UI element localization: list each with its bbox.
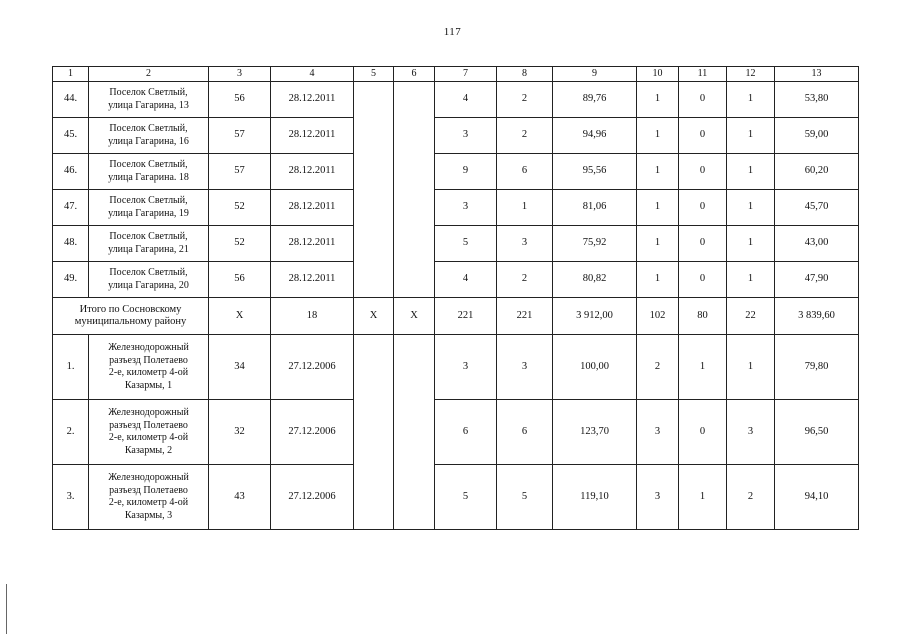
address-line: Железнодорожный	[108, 342, 189, 353]
cell-col-7: 4	[435, 82, 497, 118]
cell-col-3: 52	[209, 226, 271, 262]
total-col-12: 22	[727, 298, 775, 335]
address-cell	[89, 262, 209, 298]
cell-col-13: 53,80	[775, 82, 859, 118]
merged-empty-col-5	[354, 335, 394, 530]
page-number: 117	[443, 26, 462, 38]
column-number-9: 9	[553, 67, 637, 82]
cell-col-9: 100,00	[553, 335, 637, 400]
address-cell	[89, 190, 209, 226]
cell-col-12: 1	[727, 190, 775, 226]
row-number: 45.	[53, 118, 89, 154]
address-line: улица Гагарина. 18	[108, 171, 189, 183]
total-col-6: X	[394, 298, 435, 335]
total-col-10: 102	[637, 298, 679, 335]
cell-col-8: 5	[497, 465, 553, 530]
table-row	[53, 335, 859, 400]
cell-col-13: 59,00	[775, 118, 859, 154]
cell-col-9: 89,76	[553, 82, 637, 118]
cell-col-12: 2	[727, 465, 775, 530]
total-label-line: Итого по Сосновскому	[79, 303, 182, 315]
row-number: 49.	[53, 262, 89, 298]
cell-col-4: 28.12.2011	[271, 262, 354, 298]
address-line: Железнодорожный	[108, 472, 189, 483]
cell-col-13: 79,80	[775, 335, 859, 400]
cell-col-7: 3	[435, 190, 497, 226]
cell-col-10: 2	[637, 335, 679, 400]
total-col-4: 18	[271, 298, 354, 335]
address-cell	[89, 82, 209, 118]
cell-col-8: 2	[497, 118, 553, 154]
cell-col-8: 2	[497, 262, 553, 298]
column-number-4: 4	[271, 67, 354, 82]
cell-col-10: 1	[637, 154, 679, 190]
column-number-6: 6	[394, 67, 435, 82]
column-number-10: 10	[637, 67, 679, 82]
cell-col-9: 81,06	[553, 190, 637, 226]
cell-col-10: 3	[637, 465, 679, 530]
cell-col-10: 1	[637, 118, 679, 154]
row-number: 2.	[53, 400, 89, 465]
cell-col-11: 0	[679, 262, 727, 298]
cell-col-13: 96,50	[775, 400, 859, 465]
row-number: 1.	[53, 335, 89, 400]
total-col-9: 3 912,00	[553, 298, 637, 335]
cell-col-12: 1	[727, 154, 775, 190]
cell-col-13: 94,10	[775, 465, 859, 530]
table-row	[53, 262, 859, 298]
address-cell	[89, 226, 209, 262]
address-line: Поселок Светлый,	[109, 195, 188, 206]
cell-col-3: 32	[209, 400, 271, 465]
cell-col-9: 75,92	[553, 226, 637, 262]
address-line: улица Гагарина, 16	[108, 135, 189, 147]
cell-col-3: 43	[209, 465, 271, 530]
cell-col-13: 47,90	[775, 262, 859, 298]
cell-col-10: 1	[637, 226, 679, 262]
cell-col-8: 3	[497, 226, 553, 262]
row-number: 47.	[53, 190, 89, 226]
cell-col-7: 4	[435, 262, 497, 298]
address-line: Поселок Светлый,	[109, 123, 188, 134]
cell-col-10: 1	[637, 190, 679, 226]
cell-col-11: 0	[679, 82, 727, 118]
address-line: Поселок Светлый,	[109, 87, 188, 98]
cell-col-12: 1	[727, 82, 775, 118]
address-line: улица Гагарина, 19	[108, 207, 189, 219]
cell-col-9: 95,56	[553, 154, 637, 190]
cell-col-11: 1	[679, 465, 727, 530]
total-col-3: X	[209, 298, 271, 335]
cell-col-13: 43,00	[775, 226, 859, 262]
total-col-13: 3 839,60	[775, 298, 859, 335]
cell-col-3: 52	[209, 190, 271, 226]
row-number: 48.	[53, 226, 89, 262]
column-number-2: 2	[89, 67, 209, 82]
address-cell	[89, 335, 209, 400]
cell-col-12: 1	[727, 335, 775, 400]
column-number-1: 1	[53, 67, 89, 82]
total-col-5: X	[354, 298, 394, 335]
address-line: 2-е, километр 4-ой	[108, 497, 189, 508]
column-number-5: 5	[354, 67, 394, 82]
cell-col-11: 0	[679, 154, 727, 190]
cell-col-3: 57	[209, 154, 271, 190]
cell-col-4: 28.12.2011	[271, 190, 354, 226]
address-line: Казармы, 1	[124, 379, 173, 391]
table-row	[53, 465, 859, 530]
table-row	[53, 226, 859, 262]
total-col-7: 221	[435, 298, 497, 335]
cell-col-11: 0	[679, 226, 727, 262]
address-line: Казармы, 3	[124, 509, 173, 521]
address-line: улица Гагарина, 21	[108, 243, 189, 255]
scan-edge-line	[6, 584, 7, 634]
cell-col-12: 1	[727, 262, 775, 298]
cell-col-13: 60,20	[775, 154, 859, 190]
address-line: улица Гагарина, 20	[108, 279, 189, 291]
cell-col-7: 3	[435, 335, 497, 400]
address-cell	[89, 465, 209, 530]
cell-col-10: 3	[637, 400, 679, 465]
merged-empty-col-6	[394, 335, 435, 530]
cell-col-4: 28.12.2011	[271, 82, 354, 118]
cell-col-3: 57	[209, 118, 271, 154]
table-row	[53, 154, 859, 190]
column-number-13: 13	[775, 67, 859, 82]
row-number: 3.	[53, 465, 89, 530]
cell-col-12: 3	[727, 400, 775, 465]
cell-col-4: 28.12.2011	[271, 118, 354, 154]
cell-col-8: 6	[497, 154, 553, 190]
cell-col-4: 28.12.2011	[271, 226, 354, 262]
address-cell	[89, 154, 209, 190]
column-number-7: 7	[435, 67, 497, 82]
cell-col-4: 27.12.2006	[271, 335, 354, 400]
cell-col-12: 1	[727, 118, 775, 154]
column-number-12: 12	[727, 67, 775, 82]
table-row	[53, 400, 859, 465]
housing-table	[52, 66, 859, 530]
cell-col-12: 1	[727, 226, 775, 262]
address-line: Поселок Светлый,	[109, 267, 188, 278]
cell-col-8: 6	[497, 400, 553, 465]
row-number: 44.	[53, 82, 89, 118]
address-line: Поселок Светлый,	[109, 231, 188, 242]
column-number-8: 8	[497, 67, 553, 82]
cell-col-3: 56	[209, 262, 271, 298]
total-row	[53, 298, 859, 335]
address-line: разъезд Полетаево	[109, 484, 188, 496]
cell-col-11: 0	[679, 190, 727, 226]
address-line: Железнодорожный	[108, 407, 189, 418]
cell-col-9: 80,82	[553, 262, 637, 298]
cell-col-9: 123,70	[553, 400, 637, 465]
merged-empty-col-6	[394, 82, 435, 298]
cell-col-7: 6	[435, 400, 497, 465]
cell-col-7: 9	[435, 154, 497, 190]
cell-col-4: 28.12.2011	[271, 154, 354, 190]
cell-col-8: 2	[497, 82, 553, 118]
column-number-11: 11	[679, 67, 727, 82]
cell-col-9: 119,10	[553, 465, 637, 530]
address-line: 2-е, километр 4-ой	[108, 432, 189, 443]
table-row	[53, 82, 859, 118]
table-row	[53, 190, 859, 226]
total-label-line: муниципальному району	[74, 316, 187, 327]
row-number: 46.	[53, 154, 89, 190]
cell-col-11: 0	[679, 400, 727, 465]
cell-col-4: 27.12.2006	[271, 465, 354, 530]
cell-col-11: 1	[679, 335, 727, 400]
cell-col-4: 27.12.2006	[271, 400, 354, 465]
total-col-11: 80	[679, 298, 727, 335]
total-col-8: 221	[497, 298, 553, 335]
table-row	[53, 118, 859, 154]
merged-empty-col-5	[354, 82, 394, 298]
column-number-3: 3	[209, 67, 271, 82]
address-line: разъезд Полетаево	[109, 354, 188, 366]
cell-col-7: 5	[435, 465, 497, 530]
cell-col-8: 3	[497, 335, 553, 400]
cell-col-13: 45,70	[775, 190, 859, 226]
address-line: Поселок Светлый,	[109, 159, 188, 170]
cell-col-8: 1	[497, 190, 553, 226]
cell-col-11: 0	[679, 118, 727, 154]
address-line: Казармы, 2	[124, 444, 173, 456]
total-label	[53, 298, 209, 335]
cell-col-3: 34	[209, 335, 271, 400]
cell-col-10: 1	[637, 82, 679, 118]
address-line: разъезд Полетаево	[109, 419, 188, 431]
cell-col-3: 56	[209, 82, 271, 118]
address-line: улица Гагарина, 13	[108, 99, 189, 111]
cell-col-7: 3	[435, 118, 497, 154]
address-cell	[89, 400, 209, 465]
cell-col-9: 94,96	[553, 118, 637, 154]
cell-col-7: 5	[435, 226, 497, 262]
address-cell	[89, 118, 209, 154]
cell-col-10: 1	[637, 262, 679, 298]
address-line: 2-е, километр 4-ой	[108, 367, 189, 378]
header-row	[53, 67, 859, 82]
